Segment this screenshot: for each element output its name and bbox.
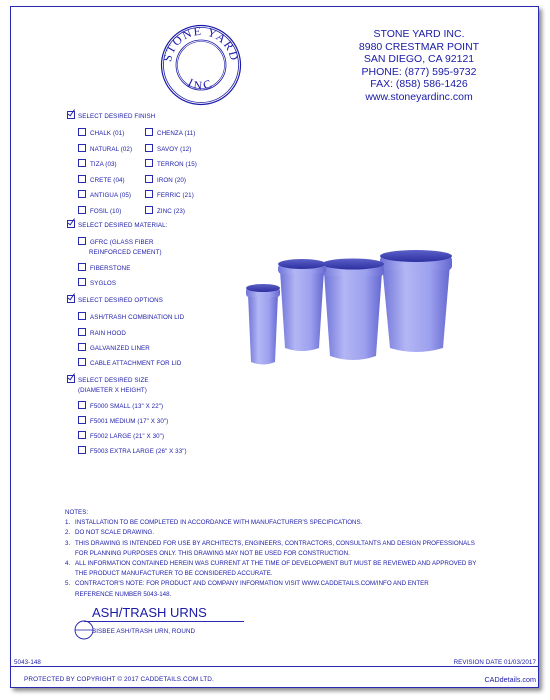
note-line: 5. CONTRACTOR'S NOTE: FOR PRODUCT AND COMPANY INFORMATION VISIT WWW.CADDETAILS.COM/INFO AND ENTER xyxy=(65,580,429,588)
company-fax: FAX: (858) 586-1426 xyxy=(370,78,468,91)
checkbox-icon[interactable] xyxy=(145,175,153,183)
option-item[interactable]: CABLE ATTACHMENT FOR LID xyxy=(78,359,181,369)
copyright-text: PROTECTED BY COPYRIGHT © 2017 CADDETAILS.COM LTD. xyxy=(24,676,214,683)
size-option[interactable]: F5001 MEDIUM (17" X 30") xyxy=(78,417,168,427)
checkbox-icon[interactable] xyxy=(78,175,86,183)
notes-block xyxy=(65,508,476,600)
notes-heading: NOTES: xyxy=(65,509,89,516)
checkbox-icon[interactable] xyxy=(78,278,86,286)
company-address-line1: 8980 CRESTMAR POINT xyxy=(358,40,480,53)
checkbox-icon[interactable] xyxy=(78,358,86,366)
checkbox-icon[interactable] xyxy=(78,416,86,424)
finish-option[interactable]: CHALK (01) xyxy=(78,129,124,139)
checkbox-icon[interactable] xyxy=(145,144,153,152)
checkbox-icon[interactable] xyxy=(145,190,153,198)
note-line: 4. ALL INFORMATION CONTAINED HEREIN WAS CURRENT AT THE TIME OF DEVELOPMENT BUT MUST BE REVIEWED AND APPROVED BY xyxy=(65,560,477,568)
note-line: FOR PLANNING PURPOSES ONLY. THIS DRAWING MAY NOT BE USED FOR CONSTRUCTION. xyxy=(75,549,350,557)
material-option-fiberstone[interactable]: FIBERSTONE xyxy=(78,264,130,274)
checkbox-icon[interactable] xyxy=(145,206,153,214)
checkbox-icon[interactable] xyxy=(78,159,86,167)
revision-date: REVISION DATE 01/03/2017 xyxy=(453,659,536,666)
finish-option[interactable]: TERRON (15) xyxy=(145,160,197,170)
material-heading[interactable]: SELECT DESIRED MATERIAL: xyxy=(67,221,168,231)
finish-option[interactable]: IRON (20) xyxy=(145,176,186,186)
urns-illustration xyxy=(240,240,465,372)
finish-option[interactable]: FOSIL (10) xyxy=(78,207,121,217)
material-option-gfrc-line2: REINFORCED CEMENT) xyxy=(89,249,162,256)
finish-option[interactable]: FERRIC (21) xyxy=(145,191,194,201)
title-underline xyxy=(84,621,244,622)
option-item[interactable]: GALVANIZED LINER xyxy=(78,344,150,354)
drawing-title: ASH/TRASH URNS xyxy=(92,605,207,620)
checkbox-icon[interactable] xyxy=(78,190,86,198)
note-line: REFERENCE NUMBER 5043-148. xyxy=(75,590,172,598)
company-address-line2: SAN DIEGO, CA 92121 xyxy=(363,53,475,66)
footer-divider xyxy=(10,666,538,667)
size-option[interactable]: F5000 SMALL (13" X 22") xyxy=(78,402,163,412)
note-line: THE PRODUCT MANUFACTURER TO BE CONSIDERED ACCURATE. xyxy=(75,570,273,578)
finish-option[interactable]: NATURAL (02) xyxy=(78,145,132,155)
checkbox-icon[interactable] xyxy=(78,446,86,454)
checkbox-icon[interactable] xyxy=(78,206,86,214)
size-subheading: (DIAMETER X HEIGHT) xyxy=(78,387,147,394)
checkbox-icon[interactable] xyxy=(78,343,86,351)
checkbox-icon[interactable] xyxy=(78,431,86,439)
checked-checkbox-icon[interactable] xyxy=(67,111,75,119)
finish-option[interactable]: ZINC (23) xyxy=(145,207,185,217)
checkbox-icon[interactable] xyxy=(78,237,86,245)
checkbox-icon[interactable] xyxy=(78,263,86,271)
company-phone: PHONE: (877) 595-9732 xyxy=(361,65,477,78)
note-line: 3. THIS DRAWING IS INTENDED FOR USE BY ARCHITECTS, ENGINEERS, CONTRACTORS, CONSULTANTS AND DESIGN PROFESSIONALS xyxy=(65,539,475,547)
checkbox-icon[interactable] xyxy=(145,159,153,167)
finish-heading[interactable]: SELECT DESIRED FINISH xyxy=(67,112,155,122)
company-website: www.stoneyardinc.com xyxy=(365,90,473,103)
checked-checkbox-icon[interactable] xyxy=(67,375,75,383)
svg-text:STONE YARD: STONE YARD xyxy=(160,24,242,64)
size-option[interactable]: F5003 EXTRA LARGE (26" X 33") xyxy=(78,447,187,457)
svg-text:INC: INC xyxy=(185,75,217,93)
company-block xyxy=(354,28,484,104)
options-heading[interactable]: SELECT DESIRED OPTIONS xyxy=(67,296,163,306)
caddetails-link[interactable]: CADdetails.com xyxy=(484,675,536,684)
checkbox-icon[interactable] xyxy=(78,144,86,152)
material-option-syglos[interactable]: SYGLOS xyxy=(78,279,116,289)
size-option[interactable]: F5002 LARGE (21" X 30") xyxy=(78,432,164,442)
finish-option[interactable]: TIZA (03) xyxy=(78,160,117,170)
drawing-subtitle: BISBEE ASH/TRASH URN, ROUND xyxy=(92,628,196,635)
checkbox-icon[interactable] xyxy=(78,312,86,320)
option-item[interactable]: RAIN HOOD xyxy=(78,329,126,339)
stone-yard-logo xyxy=(160,24,242,106)
option-item[interactable]: ASH/TRASH COMBINATION LID xyxy=(78,313,184,323)
finish-option[interactable]: CHENZA (11) xyxy=(145,129,195,139)
note-line: 1. INSTALLATION TO BE COMPLETED IN ACCORDANCE WITH MANUFACTURER'S SPECIFICATIONS. xyxy=(65,519,363,527)
checkbox-icon[interactable] xyxy=(145,128,153,136)
finish-option[interactable]: SAVOY (12) xyxy=(145,145,191,155)
material-option-gfrc[interactable]: GFRC (GLASS FIBER xyxy=(78,238,154,248)
size-heading[interactable]: SELECT DESIRED SIZE xyxy=(67,376,149,386)
checkbox-icon[interactable] xyxy=(78,401,86,409)
note-line: 2. DO NOT SCALE DRAWING. xyxy=(65,529,155,537)
title-circle-symbol xyxy=(74,620,94,640)
checkbox-icon[interactable] xyxy=(78,128,86,136)
finish-option[interactable]: ANTIGUA (05) xyxy=(78,191,131,201)
company-name: STONE YARD INC. xyxy=(373,28,465,40)
finish-option[interactable]: CRETE (04) xyxy=(78,176,125,186)
reference-number: 5043-148 xyxy=(14,659,41,666)
checked-checkbox-icon[interactable] xyxy=(67,295,75,303)
checkbox-icon[interactable] xyxy=(78,328,86,336)
checked-checkbox-icon[interactable] xyxy=(67,220,75,228)
